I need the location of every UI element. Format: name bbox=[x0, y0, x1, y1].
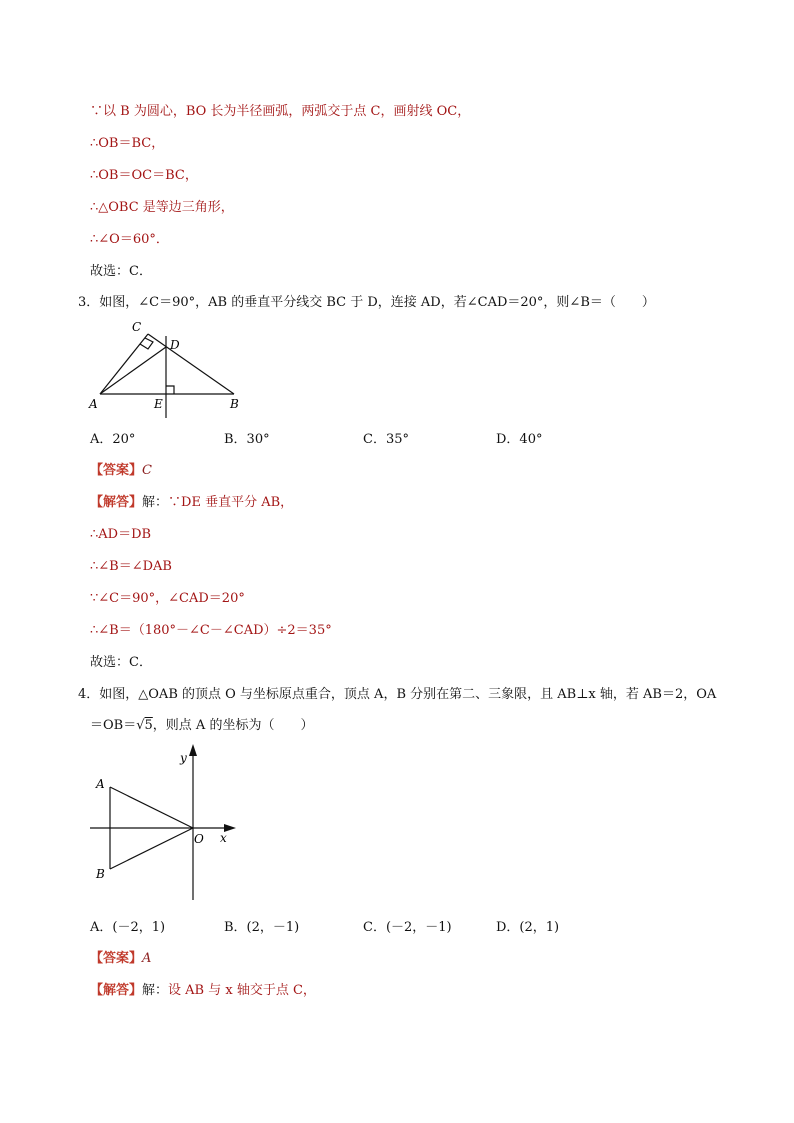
prev-solution-line-2: ∴OB＝BC， bbox=[90, 136, 165, 151]
q3-stem: 3．如图，∠C＝90°，AB 的垂直平分线交 BC 于 D，连接 AD，若∠CAD＝20°，则∠B＝（ ） bbox=[78, 295, 655, 310]
q4-stem-line-1: 4．如图，△OAB 的顶点 O 与坐标原点重合，顶点 A，B 分别在第二、三象限，且 AB⊥x 轴，若 AB＝2，OA bbox=[78, 687, 717, 702]
prev-solution-line-5: ∴∠O＝60°． bbox=[90, 232, 169, 247]
q3-point-a-label: A bbox=[89, 397, 98, 411]
q3-analysis-prefix: 解： bbox=[142, 495, 169, 510]
q3-answer-row bbox=[90, 462, 152, 480]
q4-stem-line-2 bbox=[90, 717, 313, 735]
q4-answer-row bbox=[90, 950, 151, 968]
q4-point-b-label: B bbox=[96, 867, 105, 881]
prev-solution-line-4: ∴△OBC 是等边三角形， bbox=[90, 200, 234, 215]
q3-triangle-figure bbox=[86, 316, 256, 422]
q4-stem-suffix: ，则点 A 的坐标为（ ） bbox=[152, 718, 314, 733]
q3-analysis-label: 【解答】 bbox=[90, 495, 143, 510]
q4-option-c: C．(－2，－1) bbox=[363, 920, 452, 935]
prev-solution-line-1: ∵以 B 为圆心，BO 长为半径画弧，两弧交于点 C，画射线 OC， bbox=[90, 104, 471, 119]
q4-analysis-step-1: 设 AB 与 x 轴交于点 C， bbox=[168, 983, 316, 998]
q3-options bbox=[90, 431, 690, 449]
q4-analysis-prefix: 解： bbox=[142, 983, 169, 998]
q3-analysis-step-1: ∵DE 垂直平分 AB， bbox=[168, 495, 294, 510]
q3-answer-value: C bbox=[142, 463, 152, 478]
q3-option-c: C．35° bbox=[363, 432, 409, 447]
q3-option-b: B．30° bbox=[224, 432, 270, 447]
q3-point-d-label: D bbox=[170, 338, 180, 352]
q4-option-a: A．(－2，1) bbox=[90, 920, 166, 935]
q3-answer-label: 【答案】 bbox=[90, 463, 143, 478]
y-axis-arrow-icon bbox=[189, 744, 197, 756]
q3-option-d: D．40° bbox=[496, 432, 543, 447]
q4-answer-value: A bbox=[142, 951, 152, 966]
q4-option-b: B．(2，－1) bbox=[224, 920, 300, 935]
q3-point-e-label: E bbox=[154, 397, 163, 411]
q3-analysis-step-2: ∴AD＝DB bbox=[90, 527, 152, 542]
q4-options bbox=[90, 919, 690, 937]
q3-analysis-step-5: ∴∠B＝（180°－∠C－∠CAD）÷2＝35° bbox=[90, 623, 332, 638]
prev-solution-conclusion: 故选：C． bbox=[90, 264, 152, 279]
q4-coordinate-figure bbox=[86, 742, 246, 906]
q4-analysis-label: 【解答】 bbox=[90, 983, 143, 998]
q4-stem-prefix: ＝OB＝ bbox=[90, 718, 137, 733]
q4-answer-label: 【答案】 bbox=[90, 951, 143, 966]
q3-point-b-label: B bbox=[230, 397, 239, 411]
q4-point-a-label: A bbox=[96, 777, 105, 791]
q3-analysis-step-4: ∵∠C＝90°，∠CAD＝20° bbox=[90, 591, 245, 606]
q4-axis-y-label: y bbox=[180, 751, 187, 765]
q3-option-a: A．20° bbox=[90, 432, 136, 447]
q4-axis-x-label: x bbox=[220, 831, 227, 845]
q3-point-c-label: C bbox=[132, 320, 142, 334]
sqrt-symbol: √ bbox=[136, 718, 145, 733]
q3-analysis-step-3: ∴∠B＝∠DAB bbox=[90, 559, 172, 574]
q4-analysis-row bbox=[90, 982, 316, 1000]
q3-analysis-row bbox=[90, 494, 293, 512]
q4-option-d: D．(2，1) bbox=[496, 920, 560, 935]
sqrt-radicand: 5 bbox=[144, 718, 153, 733]
q4-point-o-label: O bbox=[194, 832, 204, 846]
prev-solution-line-3: ∴OB＝OC＝BC， bbox=[90, 168, 198, 183]
q3-conclusion: 故选：C． bbox=[90, 655, 152, 670]
